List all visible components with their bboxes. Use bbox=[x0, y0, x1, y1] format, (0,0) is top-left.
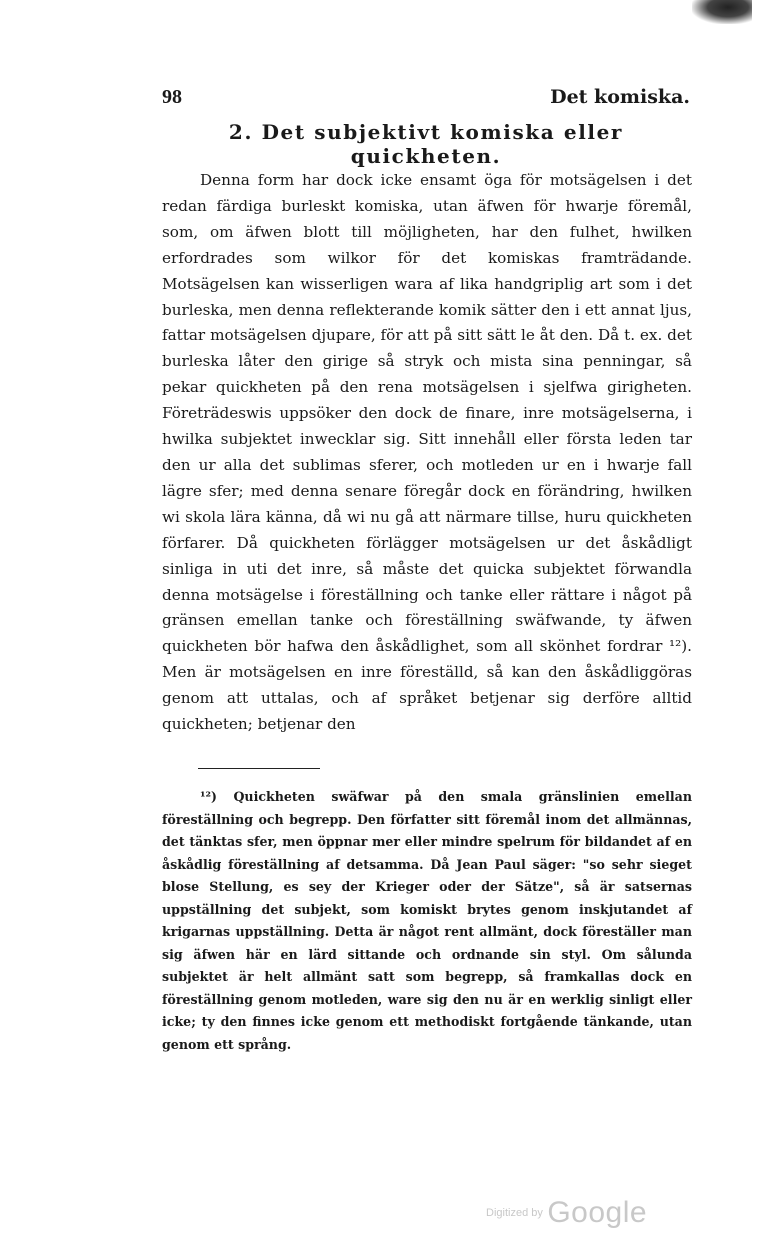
page-header bbox=[162, 86, 690, 112]
section-title: 2. Det subjektivt komiska eller quickheten. bbox=[228, 120, 624, 168]
footnote-text: Quickheten swäfwar på den smala gränslinien emellan föreställning och begrepp. Den författer sitt föremål inom det allmännas, det tänktas sfer, men öppnar mer eller mindre spelrum för bildandet af en åskådlig föreställning af detsamma. Då Jean Paul säger: "so sehr sieget blose Stellung, es sey der Krieger oder der Sätze", så är satsernas uppställning det subjekt, som komiskt brytes genom inskjutandet af krigarnas uppställning. Detta är något rent allmänt, dock föreställer man sig äfwen här en lärd sittande och ordnande sin styl. Om sålunda subjektet är helt allmänt satt som begrepp, så framkallas dock en föreställning genom motleden, ware sig den nu är en werklig sinligt eller icke; ty den finnes icke genom ett methodiskt fortgående tänkande, utan genom ett språng. bbox=[162, 789, 692, 1052]
scan-smudge bbox=[692, 0, 752, 24]
footnote-marker: ¹²) bbox=[200, 789, 217, 804]
running-title: Det komiska. bbox=[550, 86, 690, 108]
google-logo: Google bbox=[547, 1196, 648, 1229]
footnote bbox=[162, 786, 692, 1056]
body-indent bbox=[162, 171, 200, 189]
watermark-prefix: Digitized by bbox=[486, 1207, 543, 1219]
body-text: Denna form har dock icke ensamt öga för motsägelsen i det redan färdiga burleskt komiska, utan äfwen för hwarje föremål, som, om äfwen blott till möjligheten, har den fulhet, hwilken erfordrades som wilkor för det komiskas framträdande. Motsägelsen kan wisserligen wara af lika handgriplig art som i det burleska, men denna reflekterande komik sätter den i ett annat ljus, fattar motsägelsen djupare, för att på sitt sätt le åt den. Då t. ex. det burleska låter den girige så stryk och mista sina penningar, så pekar quickheten på den rena motsägelsen i sjelfwa girigheten. Företrädeswis uppsöker den dock de finare, inre motsägelserna, i hwilka subjektet inwecklar sig. Sitt innehåll eller första leden tar den ur alla det sublimas sferer, och motleden ur en i hwarje fall lägre sfer; med denna senare föregår dock en förändring, hwilken wi skola lära känna, då wi nu gå att närmare tillse, huru quickheten förfarer. Då quickheten förlägger motsägelsen ur det åskådligt sinliga in uti det inre, så måste det quicka subjektet förwandla denna motsägelse i föreställning och tanke eller rättare i något på gränsen emellan tanke och föreställning swäfwande, ty äfwen quickheten bör hafwa den åskådlighet, som all skönhet fordrar ¹²). Men är motsägelsen en inre föreställd, så kan den åskådliggöras genom att uttalas, och af språket betjenar sig derföre alltid quickheten; betjenar den bbox=[162, 171, 692, 734]
page-number: 98 bbox=[162, 86, 182, 108]
footnote-divider bbox=[198, 768, 320, 769]
body-paragraph bbox=[162, 168, 692, 738]
digitized-watermark bbox=[486, 1196, 647, 1230]
